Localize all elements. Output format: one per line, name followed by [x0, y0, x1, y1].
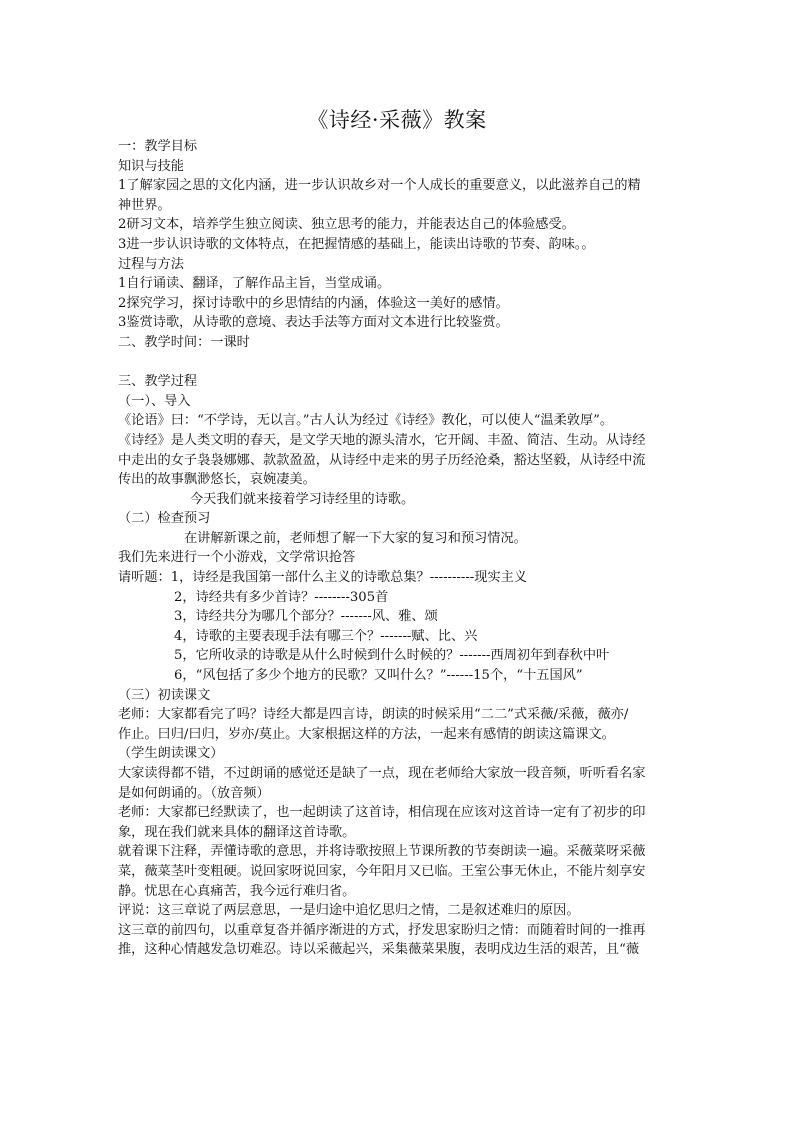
paragraph-line: 3鉴赏诗歌，从诗歌的意境、表达手法等方面对文本进行比较鉴赏。: [118, 315, 509, 331]
document-body: [118, 137, 678, 960]
paragraph-line: 老师：大家都看完了吗？诗经大都是四言诗，朗读的时候采用“二二”式采薇/采薇，薇亦/: [118, 707, 629, 723]
paragraph-line: 《论语》曰：“不学诗，无以言。”古人认为经过《诗经》教化，可以使人“温柔敦厚”。: [118, 413, 614, 429]
paragraph-line: 1自行诵读、翻译，了解作品主旨，当堂成诵。: [118, 276, 391, 292]
quiz-question: 6，“风包括了多少个地方的民歌？又叫什么？”------15个，“十五国风”: [174, 668, 583, 684]
paragraph-line: 1了解家园之思的文化内涵，进一步认识故乡对一个人成长的重要意义，以此滋养自己的精: [118, 178, 641, 194]
paragraph-line: 大家读得都不错，不过朗诵的感觉还是缺了一点，现在老师给大家放一段音频，听听看名家: [118, 766, 646, 781]
quiz-question: 3，诗经共分为哪几个部分？-------风、雅、颂: [174, 609, 438, 625]
section-heading-objectives: 一：教学目标: [118, 139, 198, 154]
quiz-question: 5，它所收录的诗歌是从什么时候到什么时候的？-------西周初年到春秋中叶: [174, 648, 610, 664]
subheading-preview-check: （二）检查预习: [118, 511, 211, 527]
paragraph-line: 象，现在我们就来具体的翻译这首诗歌。: [118, 824, 356, 840]
paragraph-line: 这三章的前四句，以重章复沓并循序渐进的方式，抒发思家盼归之情：而随着时间的一推再: [118, 922, 646, 938]
paragraph-line: 菜，薇菜茎叶变粗硬。说回家呀说回家，今年阳月又已临。王室公事无休止，不能片刻享安: [118, 863, 646, 879]
paragraph-line: 传出的故事飘渺悠长，哀婉凄美。: [118, 472, 316, 488]
quiz-question: 请听题：1，诗经是我国第一部什么主义的诗歌总集？----------现实主义: [118, 570, 528, 586]
paragraph-line: 神世界。: [118, 197, 171, 213]
subheading-knowledge-skills: 知识与技能: [118, 158, 184, 174]
quiz-question: 2，诗经共有多少首诗？--------305首: [174, 589, 389, 605]
paragraph-line: 在讲解新课之前，老师想了解一下大家的复习和预习情况。: [184, 530, 527, 546]
paragraph-line: 作止。曰归/曰归，岁亦/莫止。大家根据这样的方法，一起来有感情的朗读这篇课文。: [118, 726, 615, 742]
paragraph-line: 静。忧思在心真痛苦，我今远行难归省。: [118, 883, 356, 899]
paragraph-line: 2研习文本，培养学生独立阅读、独立思考的能力，并能表达自己的体验感受。: [118, 217, 575, 233]
paragraph-line: 是如何朗诵的。（放音频）: [118, 785, 270, 801]
subheading-first-reading: （三）初读课文: [118, 687, 211, 703]
section-heading-time: 二、教学时间：一课时: [118, 334, 250, 350]
paragraph-line: 评说：这三章说了两层意思，一是归途中追忆思归之情，二是叙述难归的原因。: [118, 903, 580, 919]
paragraph-line: 《诗经》是人类文明的春天，是文学天地的源头清水，它开阔、丰盈、简洁、生动。从诗经: [118, 432, 646, 448]
paragraph-line: 3进一步认识诗歌的文体特点，在把握情感的基础上，能读出诗歌的节奏、韵味。。: [118, 236, 595, 252]
paragraph-line: 今天我们就来接着学习诗经里的诗歌。: [190, 491, 415, 507]
document-title: 《诗经·采薇》教案: [307, 108, 487, 132]
subheading-process-methods: 过程与方法: [118, 256, 184, 272]
paragraph-line: 推，这种心情越发急切难忍。诗以采薇起兴，采集薇菜果腹，表明戍边生活的艰苦，且“薇: [118, 942, 640, 958]
subheading-intro: （一）、导入: [118, 393, 191, 409]
paragraph-line: 2探究学习，探讨诗歌中的乡思情结的内涵，体验这一美好的感情。: [118, 295, 509, 311]
paragraph-line: 就着课下注释，弄懂诗歌的意思，并将诗歌按照上节课所教的节奏朗读一遍。采薇菜呀采薇: [118, 844, 646, 860]
blank-line: [118, 353, 678, 373]
paragraph-line: （学生朗读课文）: [118, 746, 224, 762]
paragraph-line: 中走出的女子袅袅娜娜、款款盈盈，从诗经中走来的男子历经沧桑，豁达坚毅，从诗经中流: [118, 452, 646, 468]
paragraph-line: 我们先来进行一个小游戏，文学常识抢答: [118, 550, 356, 566]
quiz-question: 4，诗歌的主要表现手法有哪三个？-------赋、比、兴: [174, 628, 478, 644]
section-heading-process: 三、教学过程: [118, 374, 198, 390]
paragraph-line: 老师：大家都已经默读了，也一起朗读了这首诗，相信现在应该对这首诗一定有了初步的印: [118, 805, 646, 821]
